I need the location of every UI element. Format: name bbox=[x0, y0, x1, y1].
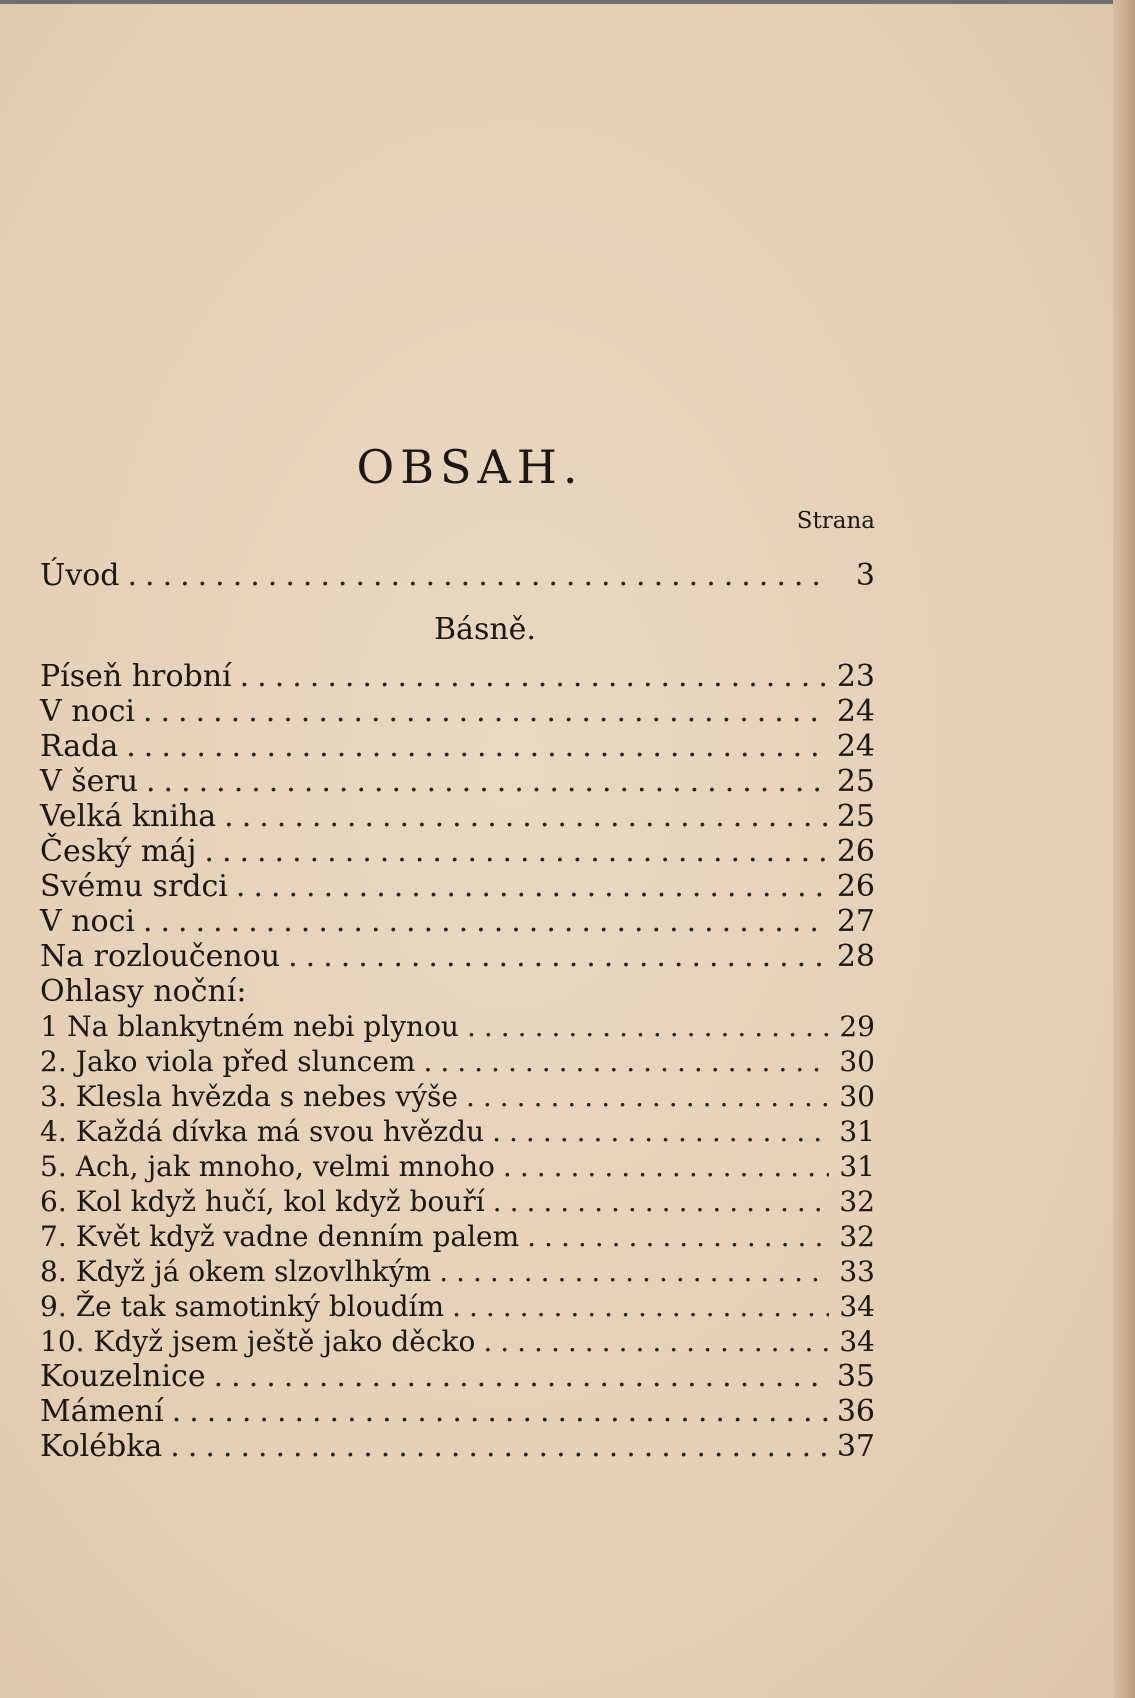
toc-subentry bbox=[40, 1219, 875, 1254]
subentry-number: 8. bbox=[40, 1255, 67, 1288]
entry-page: 24 bbox=[836, 729, 875, 764]
dot-leader bbox=[527, 1219, 829, 1254]
entry-label: V šeru bbox=[40, 764, 139, 799]
section-title: Básně. bbox=[434, 612, 536, 647]
dot-leader bbox=[170, 1429, 829, 1464]
dot-leader bbox=[493, 1184, 829, 1219]
dot-leader bbox=[214, 1359, 829, 1394]
dot-leader bbox=[143, 904, 829, 939]
entry-page: 30 bbox=[839, 1045, 875, 1078]
page-column-label: Strana bbox=[796, 508, 875, 534]
subentry-number: 2. bbox=[40, 1045, 67, 1078]
entry-label: Píseň hrobní bbox=[40, 659, 232, 694]
entry-label: Jako viola před sluncem bbox=[75, 1045, 416, 1078]
toc-entry bbox=[40, 1394, 875, 1429]
subentry-number: 5. bbox=[40, 1150, 67, 1183]
toc-subentry bbox=[40, 1149, 875, 1184]
entry-label: Když já okem slzovlhkým bbox=[75, 1255, 432, 1288]
dot-leader bbox=[143, 694, 829, 729]
entry-page: 26 bbox=[836, 869, 875, 904]
subentry-number: 3. bbox=[40, 1080, 67, 1113]
entry-label: Že tak samotinký bloudím bbox=[75, 1290, 445, 1323]
dot-leader bbox=[288, 939, 829, 974]
dot-leader bbox=[204, 834, 829, 869]
entry-page: 28 bbox=[836, 939, 875, 974]
entry-label: Český máj bbox=[40, 834, 197, 869]
entry-label: Rada bbox=[40, 729, 119, 764]
dot-leader bbox=[439, 1254, 829, 1289]
entry-page: 23 bbox=[836, 659, 875, 694]
entry-page: 35 bbox=[836, 1359, 875, 1394]
toc-subentry bbox=[40, 1254, 875, 1289]
toc-subentry bbox=[40, 1324, 875, 1359]
dot-leader bbox=[423, 1044, 829, 1079]
toc-subentry bbox=[40, 1009, 875, 1044]
entry-label: V noci bbox=[40, 904, 135, 939]
entry-label: Svému srdci bbox=[40, 869, 228, 904]
entry-label: Na blankytném nebi plynou bbox=[67, 1010, 459, 1043]
dot-leader bbox=[236, 869, 829, 904]
group-title: Ohlasy noční: bbox=[40, 974, 247, 1009]
entry-page: 24 bbox=[836, 694, 875, 729]
dot-leader bbox=[126, 729, 829, 764]
dot-leader bbox=[483, 1324, 829, 1359]
toc-entry bbox=[40, 729, 875, 764]
toc-entry bbox=[40, 764, 875, 799]
entry-page: 34 bbox=[839, 1290, 875, 1323]
entry-page: 25 bbox=[836, 764, 875, 799]
toc-entry bbox=[40, 1429, 875, 1464]
entry-label: Kolébka bbox=[40, 1429, 163, 1464]
subentry-number: 7. bbox=[40, 1220, 67, 1253]
subentry-number: 9. bbox=[40, 1290, 67, 1323]
dot-leader bbox=[503, 1149, 829, 1184]
page-edge bbox=[1113, 0, 1135, 1698]
page-title: OBSAH. bbox=[356, 440, 584, 494]
dot-leader bbox=[146, 764, 829, 799]
subentry-number: 4. bbox=[40, 1115, 67, 1148]
toc-entry bbox=[40, 694, 875, 729]
entry-label: Každá dívka má svou hvězdu bbox=[75, 1115, 485, 1148]
dot-leader bbox=[224, 799, 829, 834]
toc-entry bbox=[40, 939, 875, 974]
dot-leader bbox=[492, 1114, 829, 1149]
toc-subentry bbox=[40, 1044, 875, 1079]
dot-leader bbox=[172, 1394, 829, 1429]
subentry-number: 1 bbox=[40, 1010, 59, 1043]
toc-entry bbox=[40, 834, 875, 869]
subentry-number: 10. bbox=[40, 1325, 85, 1358]
toc-entry bbox=[40, 799, 875, 834]
entry-label: V noci bbox=[40, 694, 135, 729]
entry-page: 37 bbox=[836, 1429, 875, 1464]
entry-label: Kouzelnice bbox=[40, 1359, 206, 1394]
dot-leader bbox=[467, 1009, 829, 1044]
entry-page: 32 bbox=[839, 1220, 875, 1253]
entry-label: Mámení bbox=[40, 1394, 164, 1429]
entry-page: 26 bbox=[836, 834, 875, 869]
entry-label: Klesla hvězda s nebes výše bbox=[75, 1080, 458, 1113]
toc-entry bbox=[40, 869, 875, 904]
toc-entry bbox=[40, 1359, 875, 1394]
entry-page: 31 bbox=[839, 1115, 875, 1148]
entry-page: 34 bbox=[839, 1325, 875, 1358]
toc-group-heading bbox=[40, 974, 875, 1009]
entry-label: Na rozloučenou bbox=[40, 939, 281, 974]
toc-subentry bbox=[40, 1114, 875, 1149]
toc-subentry bbox=[40, 1079, 875, 1114]
entry-page: 25 bbox=[836, 799, 875, 834]
entry-page: 30 bbox=[839, 1080, 875, 1113]
entry-label: Kol když hučí, kol když bouří bbox=[75, 1185, 485, 1218]
entry-page: 3 bbox=[855, 558, 875, 593]
dot-leader bbox=[240, 659, 829, 694]
toc-subentry bbox=[40, 1184, 875, 1219]
dot-leader bbox=[128, 558, 830, 593]
entry-label: Ach, jak mnoho, velmi mnoho bbox=[75, 1150, 495, 1183]
entry-label: Květ když vadne denním palem bbox=[75, 1220, 520, 1253]
entry-page: 32 bbox=[839, 1185, 875, 1218]
entry-page: 29 bbox=[839, 1010, 875, 1043]
entry-label: Úvod bbox=[40, 558, 120, 593]
toc-entry-intro bbox=[40, 558, 875, 593]
toc-subentry bbox=[40, 1289, 875, 1324]
entry-page: 36 bbox=[836, 1394, 875, 1429]
entry-page: 33 bbox=[839, 1255, 875, 1288]
top-edge bbox=[0, 0, 1135, 4]
toc-entry bbox=[40, 659, 875, 694]
table-of-contents bbox=[40, 558, 875, 1464]
entry-label: Když jsem ještě jako děcko bbox=[93, 1325, 476, 1358]
entry-label: Velká kniha bbox=[40, 799, 217, 834]
entry-page: 31 bbox=[839, 1150, 875, 1183]
entry-page: 27 bbox=[836, 904, 875, 939]
dot-leader bbox=[466, 1079, 829, 1114]
dot-leader bbox=[452, 1289, 829, 1324]
subentry-number: 6. bbox=[40, 1185, 67, 1218]
toc-entry bbox=[40, 904, 875, 939]
